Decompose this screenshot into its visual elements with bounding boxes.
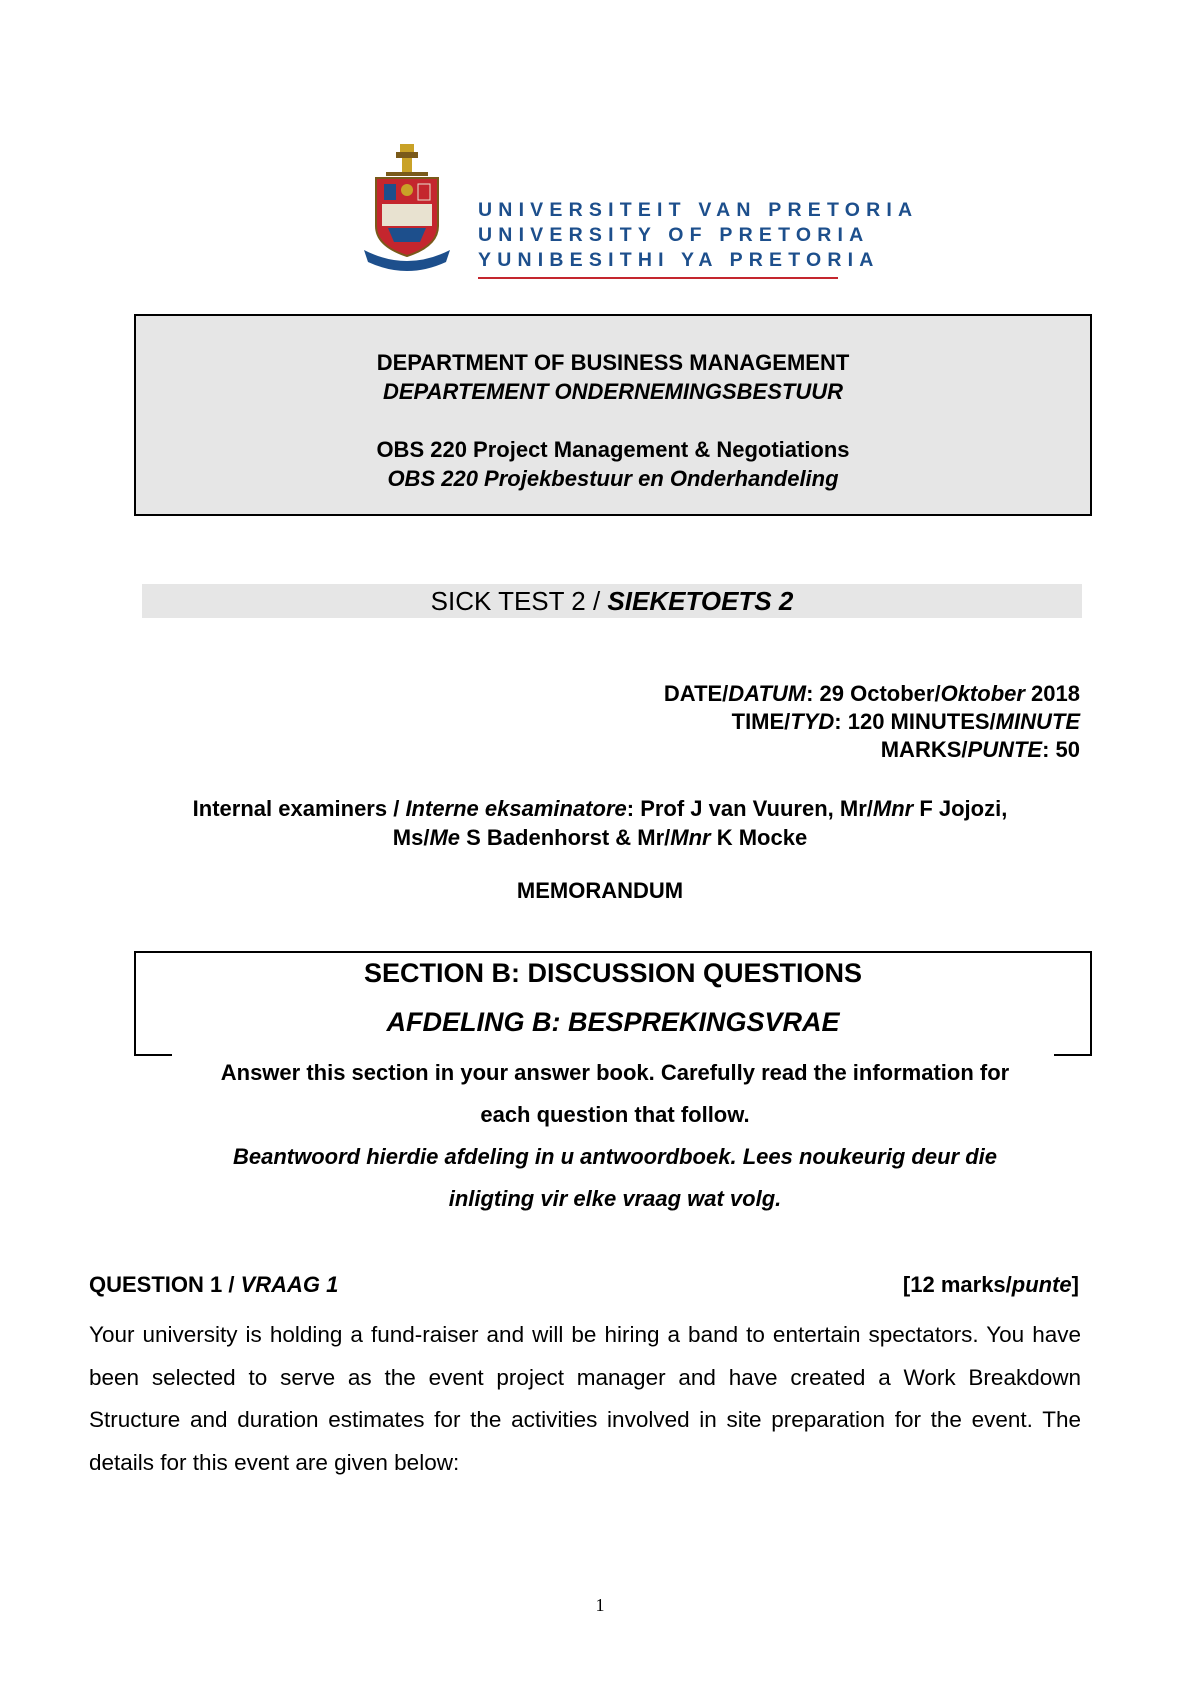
instructions-english-1: Answer this section in your answer book. Carefully read the information for [220, 1060, 1010, 1085]
title-mnr: Mnr [670, 825, 711, 850]
examiner-names: F Jojozi, [913, 796, 1008, 821]
date-year: 2018 [1024, 681, 1080, 706]
page-number: 1 [595, 1595, 605, 1615]
examiner-names: K Mocke [710, 825, 808, 850]
date-label-afrikaans: DATUM [728, 681, 807, 706]
date-value: : 29 October/ [806, 681, 941, 706]
test-title [142, 584, 1082, 618]
time-value: : 120 MINUTES/ [834, 709, 996, 734]
university-logo [362, 142, 919, 272]
marks-afrikaans: punte [1011, 1272, 1072, 1297]
examiner-names: : Prof J van Vuuren, Mr/ [626, 796, 873, 821]
test-title-english: SICK TEST 2 / [430, 586, 608, 616]
title-ms: Ms/ [392, 825, 430, 850]
section-box [134, 951, 1092, 1056]
marks-close: ] [1071, 1272, 1079, 1297]
logo-line-english: UNIVERSITY OF PRETORIA [478, 224, 870, 246]
marks-line [380, 736, 1080, 764]
instructions-afrikaans-1: Beantwoord hierdie afdeling in u antwoordboek. Lees noukeurig deur die [233, 1144, 997, 1169]
module-title-afrikaans: OBS 220 Projekbestuur en Onderhandeling [387, 466, 839, 491]
title-me: Me [429, 825, 461, 850]
question-heading [89, 1272, 1079, 1298]
question-marks [903, 1272, 1079, 1298]
question-label-afrikaans: VRAAG 1 [240, 1272, 339, 1297]
department-title-afrikaans: DEPARTEMENT ONDERNEMINGSBESTUUR [383, 379, 843, 404]
module-title-english: OBS 220 Project Management & Negotiations [376, 437, 850, 462]
time-unit-afrikaans: MINUTE [995, 709, 1080, 734]
memorandum-label: MEMORANDUM [516, 878, 684, 903]
time-line [380, 708, 1080, 736]
logo-rule [478, 277, 838, 279]
date-month-afrikaans: Oktober [940, 681, 1025, 706]
examiners-label-afrikaans: Interne eksaminatore [405, 796, 627, 821]
question-label: QUESTION 1 / [89, 1272, 241, 1297]
marks-value: : 50 [1042, 737, 1080, 762]
instructions-english-2: each question that follow. [480, 1102, 750, 1127]
marks-label-afrikaans: PUNTE [967, 737, 1043, 762]
university-crest-icon [362, 142, 452, 272]
question-body: Your university is holding a fund-raiser and will be hiring a band to entertain spectators. You have been selected to serve as the event project manager and have created a Work Breakdown Structure and duration estimates for the activities involved in site preparation for the event. The details for this event are given below: [89, 1322, 1081, 1475]
marks-label: MARKS/ [880, 737, 968, 762]
time-label: TIME/ [731, 709, 791, 734]
examiners-line-2 [100, 823, 1100, 852]
logo-line-afrikaans: UNIVERSITEIT VAN PRETORIA [478, 199, 919, 221]
logo-line-sepedi: YUNIBESITHI YA PRETORIA [478, 249, 880, 271]
examiners-line-1 [100, 794, 1100, 823]
date-line [380, 680, 1080, 708]
test-title-afrikaans: SIEKETOETS 2 [607, 586, 794, 616]
section-title-english: SECTION B: DISCUSSION QUESTIONS [363, 958, 863, 988]
section-title-afrikaans: AFDELING B: BESPREKINGSVRAE [386, 1007, 840, 1037]
test-title-bar [142, 584, 1082, 618]
marks-open: [12 marks/ [902, 1272, 1012, 1297]
examiners-label: Internal examiners / [192, 796, 406, 821]
title-mnr: Mnr [872, 796, 914, 821]
time-label-afrikaans: TYD [790, 709, 835, 734]
examiner-names: S Badenhorst & Mr/ [460, 825, 671, 850]
department-box [134, 314, 1092, 516]
department-title-english: DEPARTMENT OF BUSINESS MANAGEMENT [376, 350, 850, 375]
date-label: DATE/ [663, 681, 729, 706]
instructions-afrikaans-2: inligting vir elke vraag wat volg. [448, 1186, 782, 1211]
